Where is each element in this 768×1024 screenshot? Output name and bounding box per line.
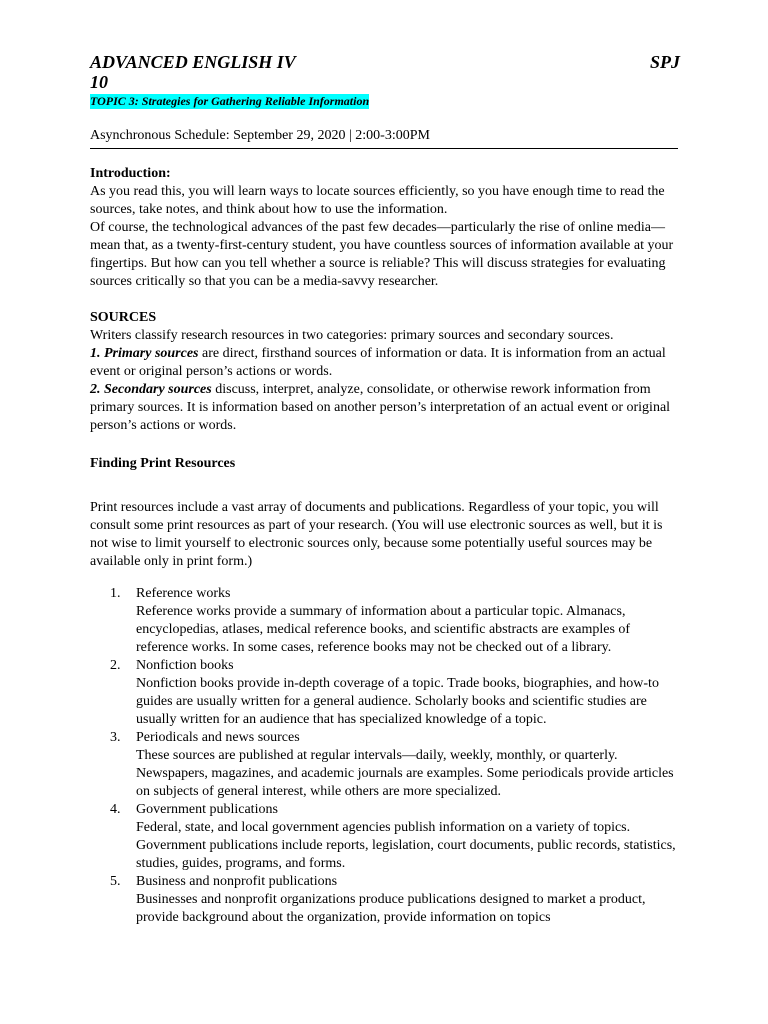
introduction-heading: Introduction:: [90, 166, 171, 181]
list-item-number: 4.: [110, 802, 121, 817]
list-item-text: Reference works provide a summary of information about a particular topic. Almanacs, encyclopedias, atlases, medical reference books, and scientific abstracts are examples of reference works. In some cases, reference books may not be checked out of a library.: [136, 604, 631, 655]
topic-highlight: TOPIC 3: Strategies for Gathering Reliable Information: [90, 94, 370, 108]
list-item-title: Reference works: [136, 586, 231, 601]
list-item-text: Nonfiction books provide in-depth coverage of a topic. Trade books, biographies, and how-to guides are usually written for a general audience. Scholarly books and scientific studies are usually written for an audience that has specialized knowledge of a topic.: [136, 676, 659, 727]
print-resources-list: [90, 585, 680, 927]
schedule-line: Asynchronous Schedule: September 29, 2020 | 2:00-3:00PM: [90, 127, 678, 149]
list-item-text: Businesses and nonprofit organizations produce publications designed to market a product, provide background about the organization, provide information on topics: [136, 892, 646, 925]
print-resources-heading: Finding Print Resources: [90, 456, 236, 471]
course-title: ADVANCED ENGLISH IV: [90, 52, 296, 72]
primary-sources-text: are direct, firsthand sources of information or data. It is information from an actual event or original person’s actions or words.: [90, 346, 666, 379]
intro-paragraph-1: As you read this, you will learn ways to locate sources efficiently, so you have enough time to read the sources, take notes, and think about how to use the information.: [90, 184, 665, 217]
list-item-title: Business and nonprofit publications: [136, 874, 338, 889]
list-item: [90, 873, 680, 927]
list-item: [90, 729, 680, 801]
secondary-sources-paragraph: [90, 381, 680, 435]
sources-heading: SOURCES: [90, 310, 157, 325]
intro-paragraph-2: Of course, the technological advances of the past few decades—particularly the rise of online media—mean that, as a twenty-first-century student, you have countless sources of information available at your fingertips. But how can you tell whether a source is reliable? This will discuss strategies for evaluating sources critically so that you can be a media-savvy researcher.: [90, 220, 674, 289]
list-item-number: 2.: [110, 658, 121, 673]
list-item: [90, 801, 680, 873]
list-item-text: Federal, state, and local government agencies publish information on a variety of topics. Government publications include reports, legislation, court documents, public records, statistics, studies, guides, programs, and forms.: [136, 820, 676, 871]
list-item-text: These sources are published at regular intervals—daily, weekly, monthly, or quarterly. Newspapers, magazines, and academic journals are examples. Some periodicals provide articles on subjects of general interest, while others are more specialized.: [136, 748, 674, 799]
primary-sources-label: 1. Primary sources: [90, 346, 199, 361]
print-resources-paragraph: Print resources include a vast array of documents and publications. Regardless of your topic, you will consult some print resources as part of your research. (You will use electronic sources as well, but it is not wise to limit yourself to electronic sources only, because some potentially useful sources may be available only in print form.): [90, 500, 663, 569]
list-item-number: 5.: [110, 874, 121, 889]
course-number: 10: [90, 72, 108, 92]
title-row: [90, 52, 680, 72]
list-item: [90, 657, 680, 729]
primary-sources-paragraph: [90, 345, 680, 381]
secondary-sources-text: discuss, interpret, analyze, consolidate, or otherwise rework information from primary sources. It is information based on another person’s interpretation of an actual event or original person’s actions or words.: [90, 382, 671, 433]
secondary-sources-label: 2. Secondary sources: [90, 382, 212, 397]
list-item-title: Nonfiction books: [136, 658, 234, 673]
list-item-number: 1.: [110, 586, 121, 601]
sources-intro: Writers classify research resources in two categories: primary sources and secondary sources.: [90, 328, 614, 343]
document-page: [90, 52, 680, 927]
course-code: SPJ: [649, 52, 680, 72]
list-item-title: Periodicals and news sources: [136, 730, 300, 745]
list-item-number: 3.: [110, 730, 121, 745]
list-item-title: Government publications: [136, 802, 278, 817]
list-item: [90, 585, 680, 657]
